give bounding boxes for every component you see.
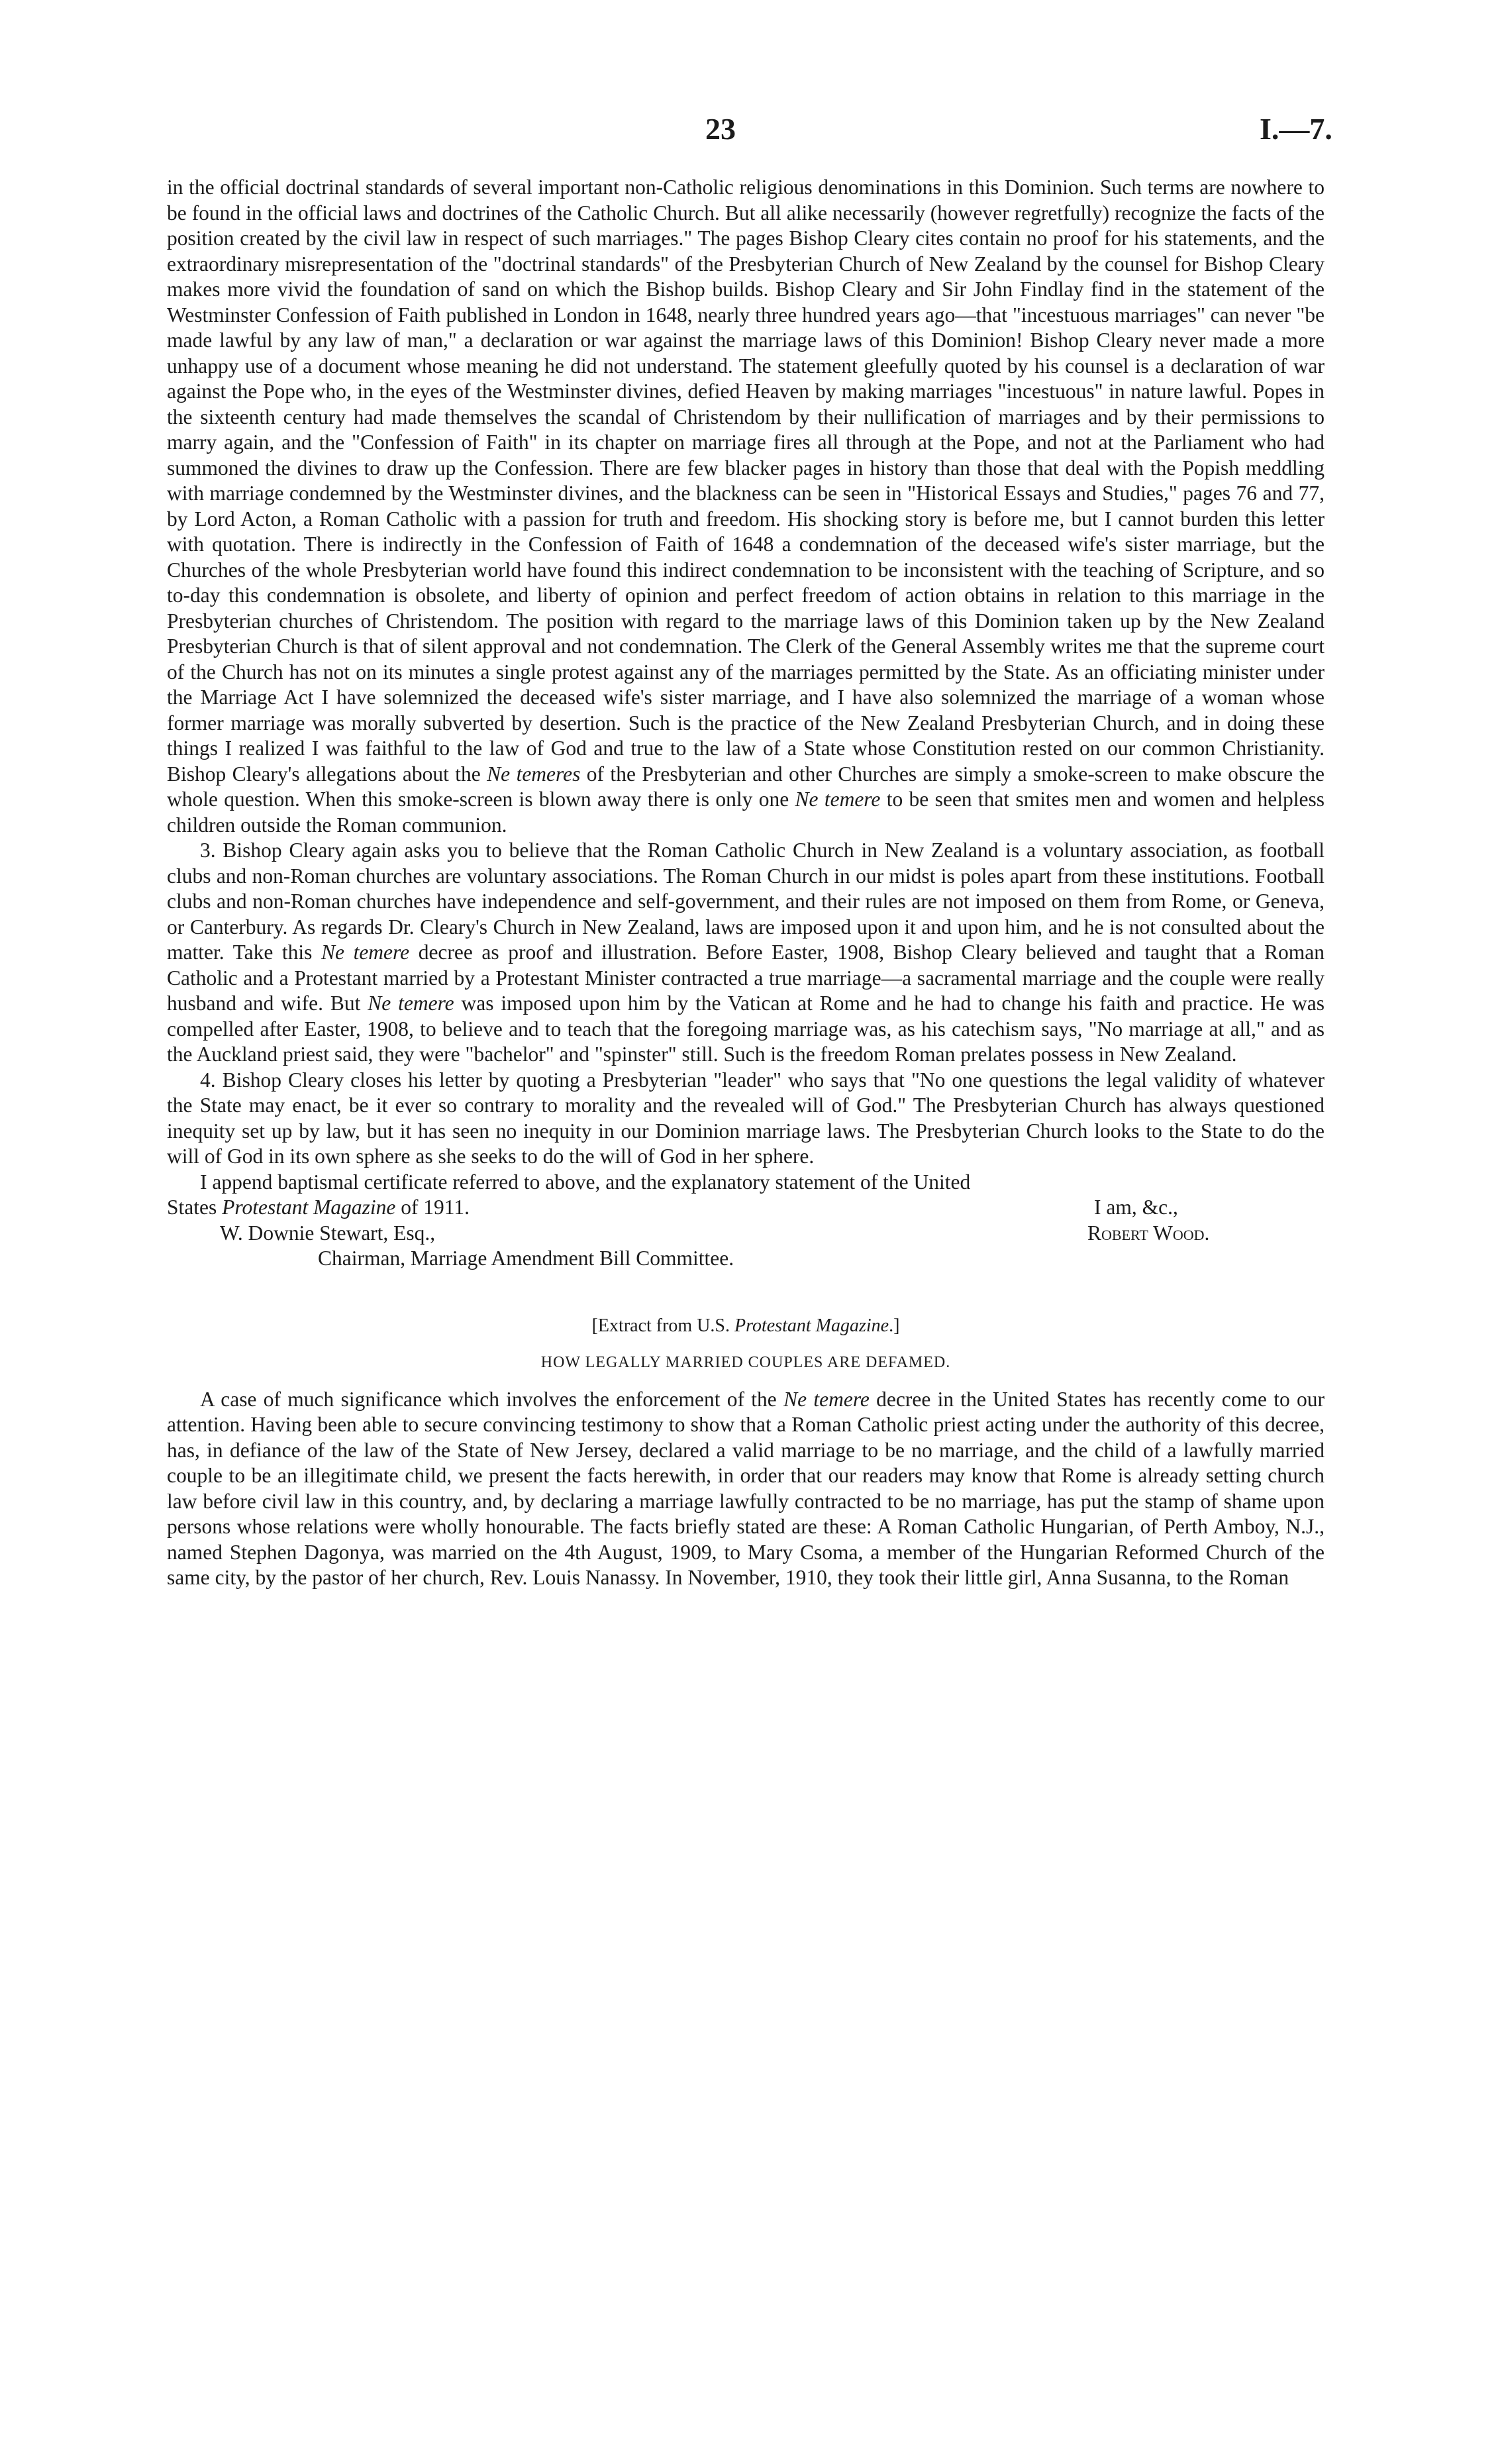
appendix-note: I append baptismal certificate referred to above, and the explanatory statement of the United (200, 1170, 971, 1194)
addressee-title: Chairman, Marriage Amendment Bill Committee. (318, 1247, 734, 1270)
signature: Robert Wood. (1087, 1221, 1210, 1245)
closing-line: States Protestant Magazine of 1911. I am, &c., (167, 1195, 1325, 1221)
extract-title: HOW LEGALLY MARRIED COUPLES ARE DEFAMED. (540, 1353, 951, 1371)
addressee: W. Downie Stewart, Esq., (220, 1221, 436, 1245)
paragraph-4: 4. Bishop Cleary closes his letter by quoting a Presbyterian "leader" who says that "No one questions the legal validity of whatever the State may enact, be it ever so contrary to morality and the revealed will of God." The Presbyterian Church has always questioned inequity set up by law, but it has seen no inequity in our Dominion marriage laws. The Presbyterian Church looks to the State to do the will of God in its own sphere as she seeks to do the will of God in her sphere. (167, 1068, 1325, 1168)
document-reference: I.—7. (1260, 112, 1332, 146)
signature-line (167, 1221, 1325, 1247)
extract-label: [Extract from U.S. Protestant Magazine.] (591, 1315, 900, 1336)
paragraph-3: 3. Bishop Cleary again asks you to believe that the Roman Catholic Church in New Zealand is a voluntary association, as football clubs and non-Roman churches are voluntary associations. The Roman Church in our midst is poles apart from these institutions. Football clubs and non-Roman churches have independence and self-government, and their rules are not imposed on them from Rome, or Geneva, or Canterbury. As regards Dr. Cleary's Church in New Zealand, laws are imposed upon it and upon him, and he is not consulted about the matter. Take this Ne temere decree as proof and illustration. Before Easter, 1908, Bishop Cleary believed and taught that a Roman Catholic and a Protestant married by a Protestant Minister contracted a true marriage—a sacramental marriage and the couple were really husband and wife. But Ne temere was imposed upon him by the Vatican at Rome and he had to change his faith and practice. He was compelled after Easter, 1908, to believe and to teach that the foregoing marriage was, as his catechism says, "No marriage at all," and as the Auckland priest said, they were "bachelor" and "spinster" still. Such is the freedom Roman prelates possess in New Zealand. (167, 839, 1325, 1066)
page-header (0, 111, 1502, 151)
letter-body (167, 175, 1325, 1591)
salutation: I am, &c., (1094, 1196, 1178, 1219)
paragraph-continued: in the official doctrinal standards of several important non-Catholic religious denominations in this Dominion. Such terms are nowhere to be found in the official laws and doctrines of the Catholic Church. But all alike necessarily (however regretfully) recognize the facts of the position created by the civil law in respect of such marriages." The pages Bishop Cleary cites contain no proof for his statements, and the extraordinary misrepresentation of the "doctrinal standards" of the Presbyterian Church of New Zealand by the counsel for Bishop Cleary makes more vivid the foundation of sand on which the Bishop builds. Bishop Cleary and Sir John Findlay find in the statement of the Westminster Confession of Faith published in London in 1648, nearly three hundred years ago—that "incestuous marriages" can never "be made lawful by any law of man," a declaration or war against the marriage laws of this Dominion! Bishop Cleary never made a more unhappy use of a document whose meaning he did not understand. The statement gleefully quoted by his counsel is a declaration of war against the Pope who, in the eyes of the Westminster divines, defied Heaven by making marriages "incestuous" in nature lawful. Popes in the sixteenth century had made themselves the scandal of Christendom by their nullification of marriages and by their permissions to marry again, and the "Confession of Faith" in its chapter on marriage fires all through at the Pope, and not at the Parliament who had summoned the divines to draw up the Confession. There are few blacker pages in history than those that deal with the Popish meddling with marriage condemned by the Westminster divines, and the blackness can be seen in "Historical Essays and Studies," pages 76 and 77, by Lord Acton, a Roman Catholic with a passion for truth and freedom. His shocking story is before me, but I cannot burden this letter with quotation. There is indirectly in the Confession of Faith of 1648 a condemnation of the deceased wife's sister marriage, but the Churches of the whole Presbyterian world have found this indirect condemnation to be inconsistent with the teaching of Scripture, and so to-day this condemnation is obsolete, and liberty of opinion and perfect freedom of action obtains in relation to this marriage in the Presbyterian churches of Christendom. The position with regard to the marriage laws of this Dominion taken up by the New Zealand Presbyterian Church is that of silent approval and not condemnation. The Clerk of the General Assembly writes me that the supreme court of the Church has not on its minutes a single protest against any of the marriages permitted by the State. As an officiating minister under the Marriage Act I have solemnized the deceased wife's sister marriage, and I have also solemnized the marriage of a woman whose former marriage was morally subverted by desertion. Such is the practice of the New Zealand Presbyterian Church, and in doing these things I realized I was faithful to the law of God and true to the law of a State whose Constitution rested on our common Christianity. Bishop Cleary's allegations about the Ne temeres of the Presbyterian and other Churches are simply a smoke-screen to make obscure the whole question. When this smoke-screen is blown away there is only one Ne temere to be seen that smites men and women and helpless children outside the Roman communion. (167, 176, 1325, 837)
extract-paragraph: A case of much significance which involves the enforcement of the Ne temere decree in the United States has recently come to our attention. Having been able to secure convincing testimony to show that a Roman Catholic priest acting under the authority of this decree, has, in defiance of the law of the State of New Jersey, declared a valid marriage to be no marriage, and the child of a lawfully married couple to be an illegitimate child, we present the facts herewith, in order that our readers may know that Rome is already setting church law before civil law in this country, and, by declaring a marriage lawfully contracted to be no marriage, has put the stamp of shame upon persons whose relations were wholly honourable. The facts briefly stated are these: A Roman Catholic Hungarian, of Perth Amboy, N.J., named Stephen Dagonya, was married on the 4th August, 1909, to Mary Csoma, a member of the Hungarian Reformed Church of the same city, by the pastor of her church, Rev. Louis Nanassy. In November, 1910, they took their little girl, Anna Susanna, to the Roman (167, 1387, 1325, 1589)
page-number: 23 (705, 112, 736, 146)
